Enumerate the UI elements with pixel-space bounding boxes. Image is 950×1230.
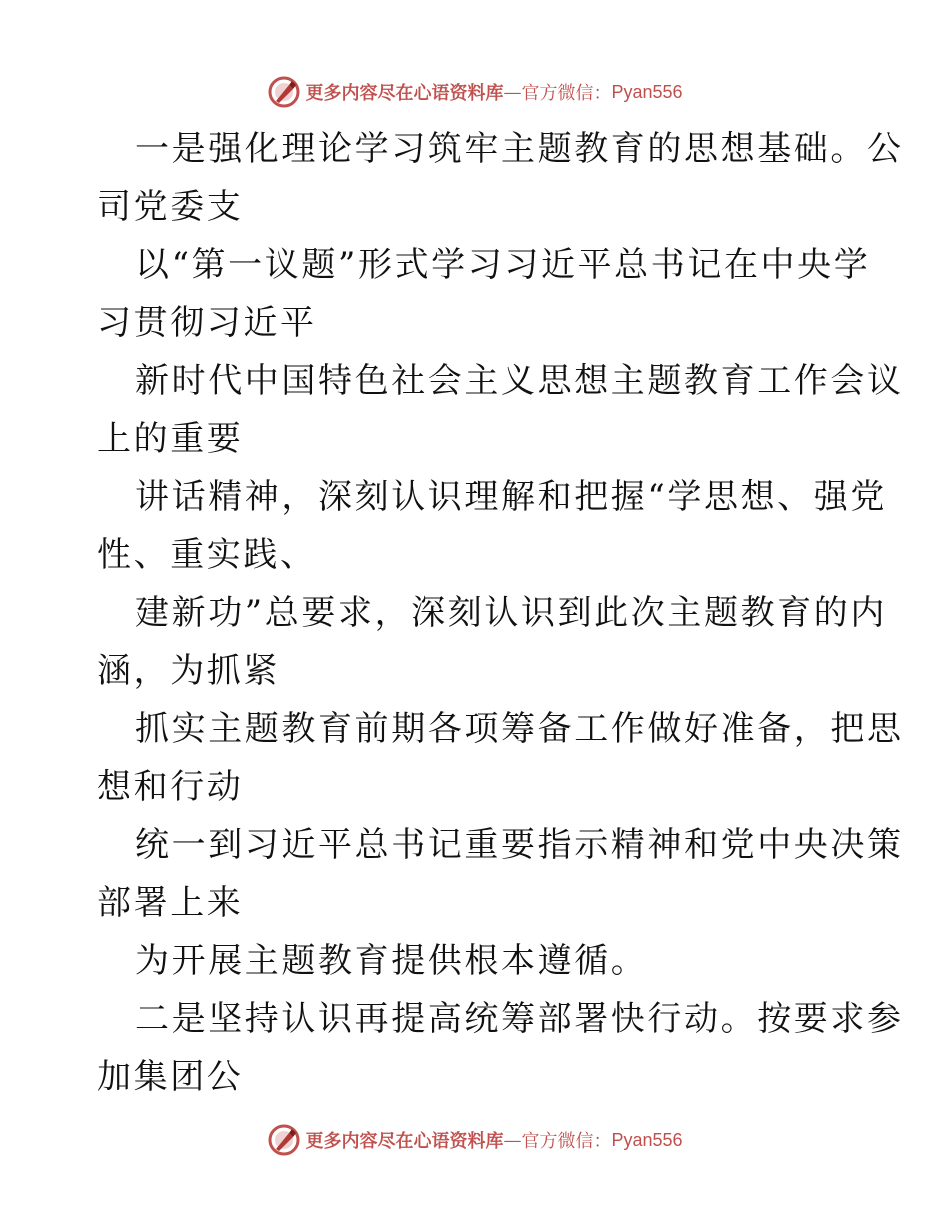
body-text-line: 上的重要	[97, 419, 244, 459]
body-text-line: 为开展主题教育提供根本遵循。	[135, 941, 648, 981]
watermark-handle: Pyan556	[611, 81, 683, 102]
body-text-line: 加集团公	[97, 1057, 244, 1097]
watermark-site-text: 更多内容尽在心语资料库	[305, 1131, 504, 1152]
pen-nib-logo-icon	[267, 75, 301, 109]
body-text-line: 部署上来	[97, 883, 244, 923]
body-text-line: 讲话精神，深刻认识理解和把握“学思想、强党	[135, 477, 887, 517]
watermark-site-text: 更多内容尽在心语资料库	[305, 83, 504, 104]
body-text-line: 涵，为抓紧	[97, 651, 280, 691]
pen-nib-logo-icon	[267, 1123, 301, 1157]
footer-watermark	[0, 1120, 950, 1160]
body-text-line: 新时代中国特色社会主义思想主题教育工作会议	[135, 361, 904, 401]
watermark-handle: Pyan556	[611, 1129, 683, 1150]
watermark-dash: —	[503, 1129, 522, 1151]
header-watermark	[0, 72, 950, 112]
body-text-line: 抓实主题教育前期各项筹备工作做好准备，把思	[135, 709, 904, 749]
body-text-line: 性、重实践、	[97, 535, 317, 575]
body-text-line: 习贯彻习近平	[97, 303, 317, 343]
body-text-line: 想和行动	[97, 767, 244, 807]
body-text-line: 司党委支	[97, 187, 244, 227]
body-text-line: 统一到习近平总书记重要指示精神和党中央决策	[135, 825, 904, 865]
body-text-line: 二是坚持认识再提高统筹部署快行动。按要求参	[135, 999, 904, 1039]
watermark-wechat-label: 官方微信：	[521, 1131, 612, 1152]
watermark-dash: —	[503, 81, 522, 103]
body-text-line: 以“第一议题”形式学习习近平总书记在中央学	[135, 245, 871, 285]
body-text-line: 建新功”总要求，深刻认识到此次主题教育的内	[135, 593, 887, 633]
watermark-wechat-label: 官方微信：	[521, 83, 612, 104]
body-text-line: 一是强化理论学习筑牢主题教育的思想基础。公	[135, 129, 904, 169]
document-body	[97, 120, 904, 1106]
